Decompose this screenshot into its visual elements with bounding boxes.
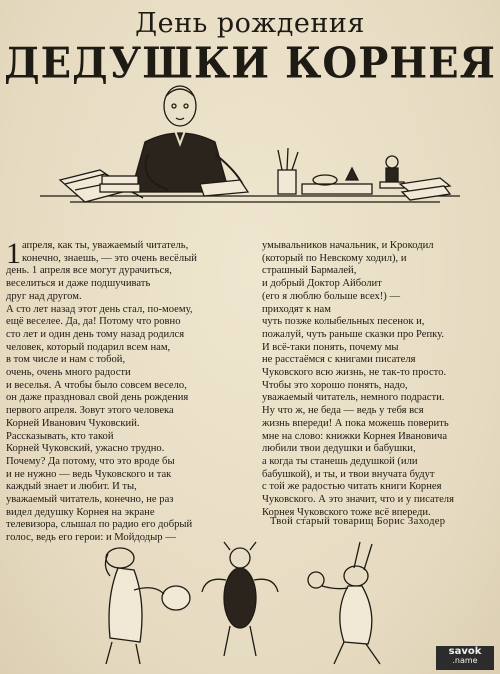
text-line: день. 1 апреля все могут дурачиться,	[6, 265, 172, 277]
text-line: Корней Иванович Чуковский.	[6, 417, 140, 429]
drop-cap: 1	[6, 237, 21, 270]
writer-at-desk-illustration	[40, 84, 470, 234]
text-line: он даже праздновал свой день рождения	[6, 392, 189, 404]
title-top: День рождения	[135, 8, 365, 39]
signature: Твой старый товарищ Борис Заходер	[270, 516, 446, 527]
title-main: ДЕДУШКИ КОРНЕЯ	[4, 38, 496, 89]
text-line: бабушкой), и ты, и твои внучата будут	[262, 468, 435, 480]
text-line: Чтобы это хорошо понять, надо,	[262, 379, 408, 391]
text-line: и не нужно — ведь Чуковского и так	[6, 468, 172, 480]
text-line: а когда ты станешь дедушкой (или	[262, 455, 418, 467]
text-line: чуть позже колыбельных песенок и,	[262, 316, 425, 328]
text-line: Почему? Да потому, что это вроде бы	[6, 455, 175, 467]
text-line: телевизора, слышал по радио его добрый	[6, 519, 193, 531]
text-line: И всё-таки понять, почему мы	[262, 341, 399, 353]
text-line: Корней Чуковский, ужасно трудно.	[6, 443, 165, 455]
text-line: уважаемый читатель, конечно, не раз	[6, 494, 174, 506]
text-line: человек, который подарил всем нам,	[6, 341, 171, 353]
watermark-logo: savok .name	[436, 646, 494, 670]
text-line: в том числе и нам с тобой,	[6, 354, 126, 366]
text-line: сто лет и один день тому назад родился	[6, 328, 185, 340]
text-line: веселиться и даже подшучивать	[6, 278, 151, 290]
text-line: (который по Невскому ходил), и	[262, 252, 407, 264]
characters-illustration	[90, 540, 390, 670]
text-line: А сто лет назад этот день стал, по-моему,	[6, 303, 193, 315]
text-line: Чуковского всю жизнь, не так-то просто.	[262, 367, 447, 379]
text-line: друг над другом.	[6, 290, 82, 302]
text-line: (его я люблю больше всех!) —	[262, 290, 401, 302]
text-line: умывальников начальник, и Крокодил	[262, 240, 434, 251]
text-line: любили твои дедушки и бабушки,	[262, 443, 416, 455]
text-line: видел дедушку Корнея на экране	[6, 506, 155, 518]
text-line: ещё веселее. Да, да! Потому что ровно	[6, 316, 181, 328]
text-line: мне на слово: книжки Корнея Ивановича	[262, 430, 448, 442]
text-line: с той же радостью читать книги Корнея	[262, 481, 442, 493]
text-line: каждый знает и любит. И ты,	[6, 481, 137, 493]
text-line: Ну что ж, не беда — ведь у тебя вся	[262, 405, 424, 417]
text-line: приходят к нам	[262, 303, 331, 315]
text-line: пожалуй, чуть раньше сказки про Репку.	[262, 328, 445, 340]
text-line: и веселья. А чтобы было совсем весело,	[6, 379, 187, 391]
text-line: очень, очень много радости	[6, 367, 131, 379]
text-line: конечно, знаешь, — это очень весёлый	[22, 252, 197, 264]
text-line: и добрый Доктор Айболит	[262, 278, 382, 290]
text-line: жизнь впереди! А пока можешь поверить	[262, 417, 449, 429]
text-line: первого апреля. Зовут этого человека	[6, 405, 174, 417]
text-line: Корнея Чуковского тоже всё впереди.	[262, 506, 431, 518]
text-line: Рассказывать, кто такой	[6, 430, 114, 442]
left-column	[6, 237, 254, 545]
text-line: уважаемый читатель, немного подрасти.	[262, 392, 445, 404]
text-line: страшный Бармалей,	[262, 265, 357, 277]
text-line: не расстаёмся с книгами писателя	[262, 354, 416, 366]
text-line: Чуковского. А это значит, что и у писателя	[262, 494, 454, 506]
right-column	[262, 240, 496, 519]
text-line: апреля, как ты, уважаемый читатель,	[22, 240, 189, 251]
text-line: голос, ведь его герои: и Мойдодыр —	[6, 532, 176, 544]
